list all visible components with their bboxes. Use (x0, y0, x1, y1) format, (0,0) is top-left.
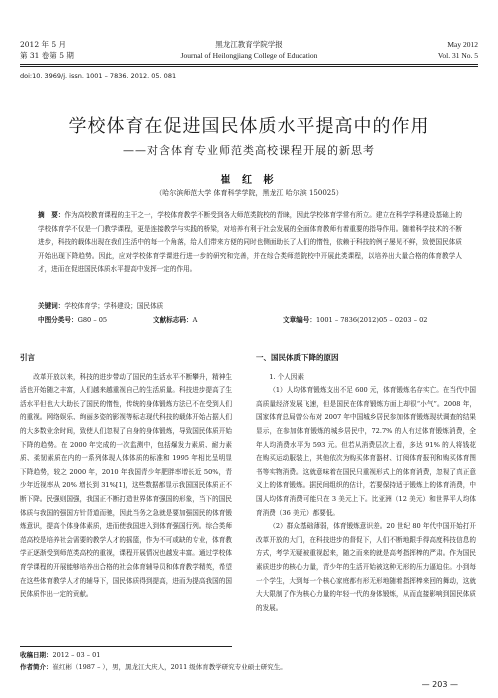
header-rule-2 (20, 66, 478, 67)
journal-date: 2012 年 5 月 (20, 40, 67, 49)
journal-volume: 第 31 卷第 5 期 (20, 51, 74, 60)
received-date (20, 650, 100, 659)
clc-label: 中图分类号： (38, 316, 78, 324)
affiliation: （哈尔滨师范大学 体育科学学院，黑龙江 哈尔滨 150025） (155, 189, 343, 197)
journal-volume-en: Vol. 31 No. 5 (437, 51, 478, 60)
keywords-label: 关键词： (38, 302, 65, 310)
paragraph-1: （1）人均体育锻炼支出不足 600 元，体育锻炼名存实亡。在当代中国高质量经济发展飞速，但是国民在体育锻炼方面上却很“小气”。2008 年，国家体育总局曾公布对 2007 年中国城乡居民参加体育锻炼现状调查的结果显示，在参加体育锻炼的城乡居民中，72.7% 的人有过体育锻炼消费，全年人均消费水平为 593 元。但若从消费层次上看，多达 91% 的人将钱花在购买运动服装上，其他依次为购买体育器材、订阅体育报刊和购买体育图书等实物消费。这就意味着在国民只重视形式上的体育消费，忽视了真正意义上的体育锻炼。据民间组织的估计，若要保持适于锻炼上的体育消费，中国人均体育消费可能只在 3 美元上下。比亚洲（12 美元）和世界平人均体育消费（36 美元）都要低。 (256, 386, 476, 517)
section-heading: 一、国民体质下降的原因 (256, 353, 339, 362)
journal-name-en: Journal of Heilongjiang College of Education (180, 51, 318, 60)
article-id-label: 文章编号： (283, 316, 316, 324)
intro-heading: 引言 (20, 353, 35, 362)
doc-code-label: 文献标志码： (153, 316, 193, 324)
paragraph-2: （2）群众基础薄弱，体育锻炼意识差。20 世纪 80 年代中国开始打开改革开放的大门，在科技进步的督促下，人们不断地跟手得高度科技信息的方式，考学无疑被重视起来，随之而来的就是高考指挥棒的严肃。作为国民素质进步的核心力量，青少年的生活开始被这种无形的压力逼迫住。小到每一个学生，大到每一个核心家庭都有形无形地随着指挥棒来回的舞动，这就大大限制了作为核心力量的年轻一代的身体锻炼，从而直接影响到国民体质的发展。 (256, 522, 476, 612)
article-title: 学校体育在促进国民体质水平提高中的作用 (68, 116, 430, 137)
clc-value: G80 – 05 (77, 316, 108, 324)
classification (38, 314, 468, 324)
abstract-label: 摘 要： (38, 211, 65, 219)
received-value: 2012 – 03 – 01 (52, 651, 101, 659)
left-column (20, 351, 232, 602)
journal-name: 黑龙江教育学院学报 (215, 40, 283, 49)
article-id-value: 1001 – 7836(2012)05 – 0203 – 02 (315, 316, 428, 324)
keywords (38, 300, 163, 310)
footnote-rule (20, 646, 232, 647)
received-label: 收稿日期： (20, 651, 53, 659)
abstract-text: 作为高校教育课程的主干之一，学校体育教学不断受到各大师范类院校的青睐，因此学校体育学常有所立。建立在科学学科建设基础上的学校体育学不仅是一门教学课程，更是连接教学与实践的桥梁，对培养有利于社会发展的全面体育教师有着重要的指导作用。随着科学技术的不断进步，科技的载体出现在我们生活中的每一个角落，给人们带来方便的同时也侧面助长了人们的惰性，依赖于科技的例子屡见不鲜，致使国民体质开始出现下降趋势。因此，应对学校体育学课进行进一步的研究和完善，并在综合类师范院校中开展此类课程，以培养出大量合格的体育教学人才，进而在促进国民体质水平提高中发挥一定的作用。 (38, 211, 463, 274)
page-number: — 203 — (421, 680, 458, 689)
abstract (38, 209, 462, 277)
intro-paragraph: 改革开放以来，科技的进步带动了国民的生活水平不断攀升，精神生活也开始随之丰富，人们越来越重视自己的生活质量。科技进步提高了生活水平但也大大助长了国民的惰性，传统的身体锻炼方法已不在受到人们的重视。网络娱乐、绚丽多姿的影视等标志现代科技的载体开始占据人们的大多数业余时间，致使人们忽视了自身的身体锻炼，导致国民体质开始下降的趋势。在 2000 年完成的一次监测中，包括爆发力素质、耐力素质、柔韧素质在内的一系列体现人体体质的标准和 1995 年相比呈明显下降趋势，较之 2000 年，2010 年我国青少年肥胖率增长近 50%，青少年近视率从 20% 增长到 31%[1]，这些数据都显示我国国民体质正不断下降。民强则国强，我国正不断打造世界体育强国的形象，当下的国民体质与我国的强国方针背道而驰，因此当务之急就是要加强国民的体育锻炼意识，提高个体身体素质，进而使我国进入到体育强国行列。综合类师范高校是培养社会需要的教学人才的摇篮，作为不可或缺的专业，体育教学正逐渐受到师范类高校的重视，课程开展情况也越发丰富。通过学校体育学课程的开展能够培养出合格的社会体育辅导员和体育教学精英，希望在这些体育教学人才的辅导下，国民体质得到提高，进而为提高我国的国民体质作出一定的贡献。 (20, 372, 232, 599)
header-rule (20, 64, 478, 65)
subsection-heading: 1. 个人因素 (269, 372, 304, 381)
author-bio (20, 662, 287, 671)
keywords-text: 学校体育学；学科建设；国民体质 (64, 302, 164, 310)
author-name: 崔 红 彬 (220, 175, 278, 186)
bio-label: 作者简介： (20, 663, 53, 671)
doi: doi:10. 3969/j. issn. 1001 – 7836. 2012. 05. 081 (20, 72, 177, 80)
article-subtitle: ——对含体育专业师范类高校课程开展的新思考 (123, 144, 375, 157)
doc-code-value: A (192, 316, 198, 324)
right-column (256, 351, 476, 615)
journal-date-en: May 2012 (447, 40, 478, 49)
bio-value: 崔红彬（1987 – ），男，黑龙江大庆人，2011 级体育教学研究专业硕士研究生。 (52, 663, 287, 671)
